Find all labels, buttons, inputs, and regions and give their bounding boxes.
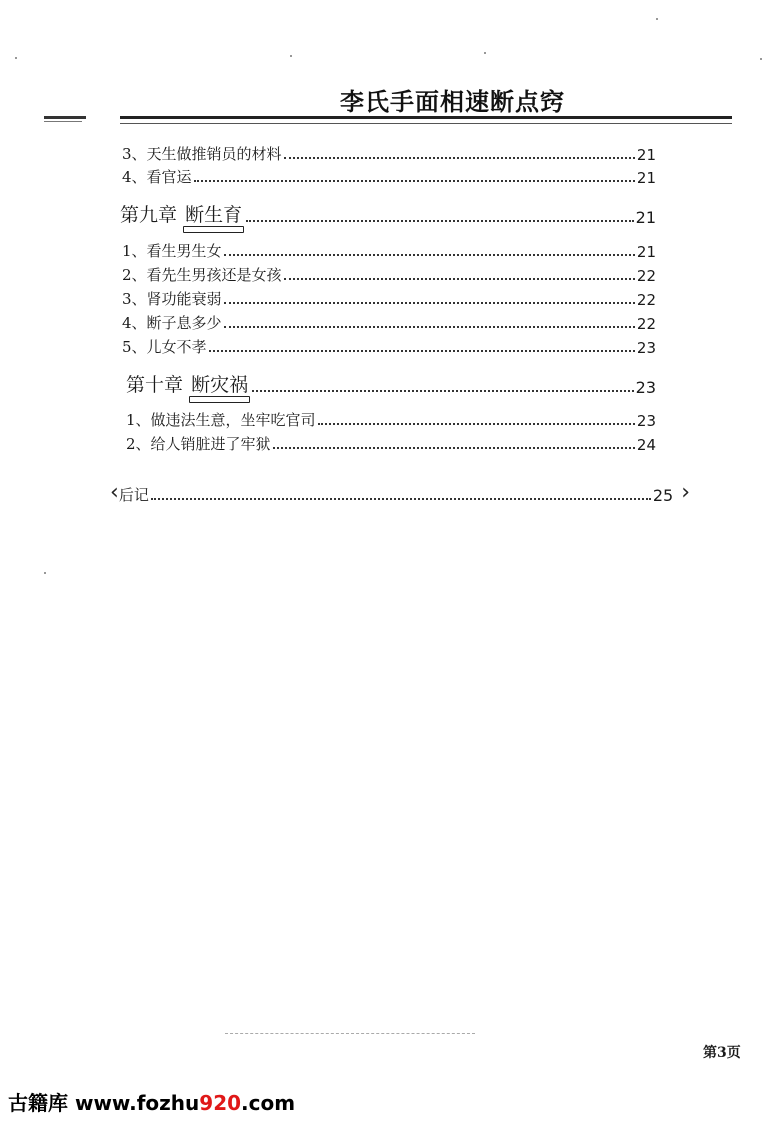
watermark-number: 920 xyxy=(199,1091,242,1115)
toc-item[interactable] xyxy=(122,240,656,261)
toc-item[interactable] xyxy=(126,409,656,430)
scan-speck xyxy=(290,55,292,57)
toc-item[interactable] xyxy=(122,288,656,309)
afterword-page: 25 xyxy=(652,486,674,505)
bottom-scan-line xyxy=(225,1033,475,1034)
dot-leader xyxy=(252,389,634,392)
toc-chapter-9[interactable] xyxy=(120,200,656,227)
handwritten-bracket-left: ‹ xyxy=(110,480,119,505)
toc-chapter-10[interactable] xyxy=(126,370,656,397)
chapter-page: 21 xyxy=(635,208,656,227)
header-rule-thin xyxy=(120,123,732,124)
header-rule-left xyxy=(44,116,86,119)
watermark-text: 古籍库 www.fozhu xyxy=(8,1091,200,1115)
toc-item-label: 2、看先生男孩还是女孩 xyxy=(122,266,282,284)
afterword-label: 后记 xyxy=(118,486,149,504)
dot-leader xyxy=(224,301,635,304)
scan-speck xyxy=(760,58,762,60)
toc-item-label: 4、断子息多少 xyxy=(122,314,222,332)
chapter-prefix: 第十章 xyxy=(126,374,184,396)
chapter-label xyxy=(126,370,250,397)
handwritten-bracket-right: › xyxy=(681,480,690,505)
scan-speck xyxy=(15,57,17,59)
toc-item-page: 22 xyxy=(636,267,656,285)
dot-leader xyxy=(209,349,635,352)
toc-item[interactable] xyxy=(122,336,656,357)
toc-item[interactable] xyxy=(122,264,656,285)
scan-speck xyxy=(484,52,486,54)
toc-item[interactable] xyxy=(126,433,656,454)
header-rule-left-thin xyxy=(44,121,82,122)
dot-leader xyxy=(224,253,635,256)
toc-item-label: 4、看官运 xyxy=(122,168,192,186)
toc-item-page: 23 xyxy=(636,412,656,430)
toc-item-page: 21 xyxy=(636,169,656,187)
toc-item[interactable] xyxy=(122,143,656,164)
toc-item-label: 1、做违法生意，坐牢吃官司 xyxy=(126,411,316,429)
toc-item-label: 5、儿女不孝 xyxy=(122,338,207,356)
toc-item-label: 1、看生男生女 xyxy=(122,242,222,260)
underline-box-mark xyxy=(183,226,244,233)
chapter-page: 23 xyxy=(635,378,656,397)
scan-speck xyxy=(656,18,658,20)
toc-item-page: 22 xyxy=(636,291,656,309)
chapter-title: 断灾祸 xyxy=(191,374,249,396)
toc-item-label: 3、肾功能衰弱 xyxy=(122,290,222,308)
dot-leader xyxy=(151,497,651,500)
toc-item[interactable] xyxy=(122,312,656,333)
dot-leader xyxy=(284,156,635,159)
dot-leader xyxy=(284,277,635,280)
toc-item-page: 22 xyxy=(636,315,656,333)
toc-item-page: 24 xyxy=(636,436,656,454)
dot-leader xyxy=(273,446,635,449)
book-title: 李氏手面相速断点窍 xyxy=(340,87,565,116)
chapter-title: 断生育 xyxy=(185,204,243,226)
toc-afterword[interactable] xyxy=(110,480,690,505)
toc-item-label: 3、天生做推销员的材料 xyxy=(122,145,282,163)
watermark xyxy=(8,1087,295,1116)
underline-box-mark xyxy=(189,396,250,403)
chapter-prefix: 第九章 xyxy=(120,204,178,226)
toc-item-page: 21 xyxy=(636,243,656,261)
dot-leader xyxy=(224,325,635,328)
chapter-label xyxy=(120,200,244,227)
toc-item-label: 2、给人销脏进了牢狱 xyxy=(126,435,271,453)
page-number: 第3页 xyxy=(703,1045,741,1061)
dot-leader xyxy=(194,179,635,182)
header-rule xyxy=(120,116,732,119)
dot-leader xyxy=(318,422,635,425)
watermark-suffix: .com xyxy=(241,1091,296,1115)
scan-speck xyxy=(44,572,46,574)
chapter-title-wrap xyxy=(189,374,250,396)
toc-item-page: 23 xyxy=(636,339,656,357)
chapter-title-wrap xyxy=(183,204,244,226)
dot-leader xyxy=(246,219,634,222)
toc-item[interactable] xyxy=(122,166,656,187)
toc-item-page: 21 xyxy=(636,146,656,164)
